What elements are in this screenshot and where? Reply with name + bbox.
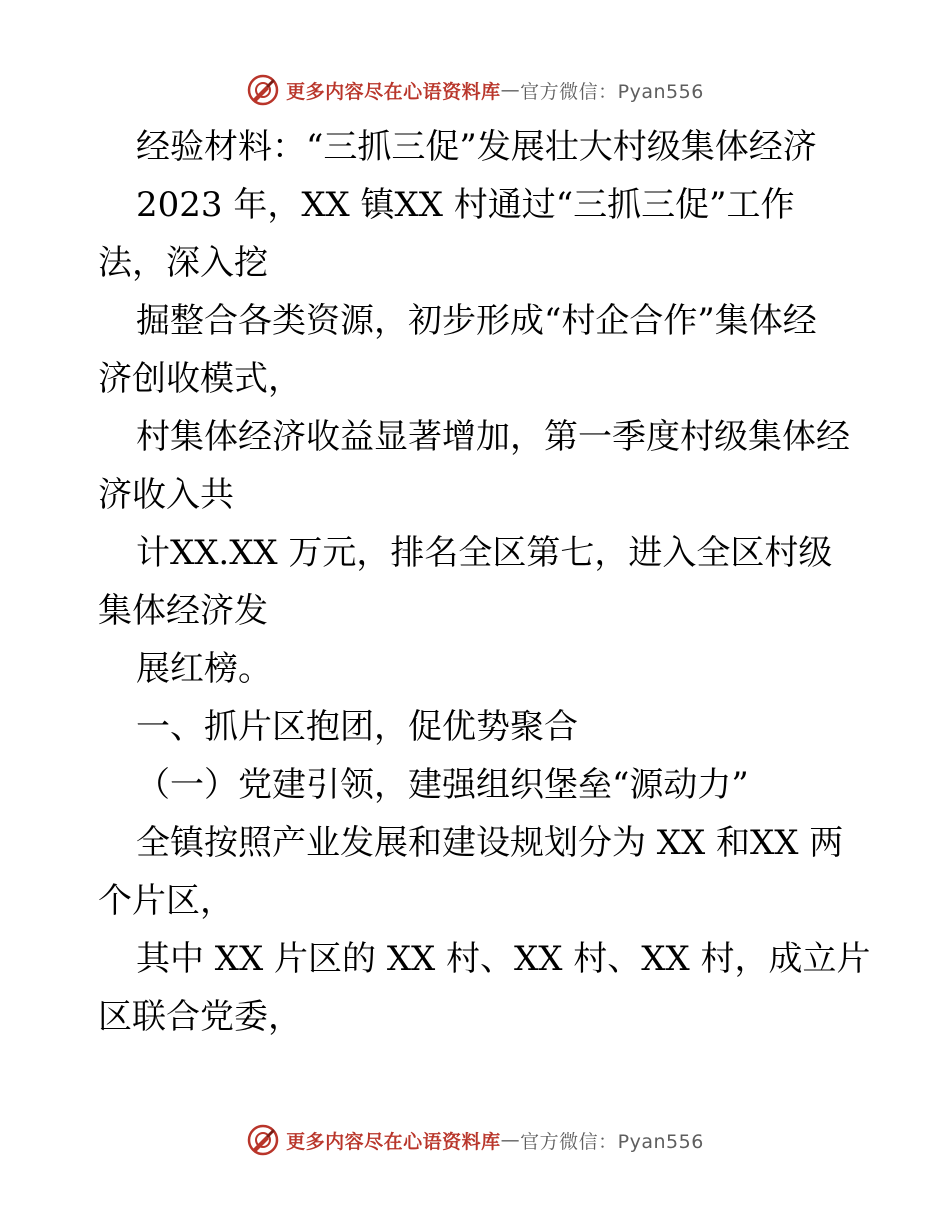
banner-separator: — (500, 1129, 521, 1151)
doc-line-5: 展红榜。 (136, 649, 272, 689)
doc-line-6: 一、抓片区抱团，促优势聚合 (136, 707, 578, 747)
banner-wechat-text: 官方微信：Pyan556 (520, 1130, 704, 1153)
doc-line-0: 经验材料：“三抓三促”发展壮大村级集体经济 (136, 127, 817, 167)
brand-logo-icon (246, 1123, 280, 1157)
banner-brand-text: 更多内容尽在心语资料库 (286, 1130, 501, 1153)
doc-line-9: 其中 XX 片区的 XX 村、XX 村、XX 村，成立片 区联合党委， (98, 939, 871, 1037)
brand-logo-icon (246, 73, 280, 107)
doc-line-3: 村集体经济收益显著增加，第一季度村级集体经 济收入共 (98, 417, 850, 515)
banner-wechat-text: 官方微信：Pyan556 (520, 80, 704, 103)
footer-watermark-banner (0, 1120, 950, 1160)
header-watermark-banner (0, 70, 950, 110)
doc-line-1: 2023 年，XX 镇XX 村通过“三抓三促”工作 法，深入挖 (98, 185, 795, 283)
doc-line-8: 全镇按照产业发展和建设规划分为 XX 和XX 两 个片区， (98, 823, 844, 921)
doc-line-4: 计XX.XX 万元，排名全区第七，进入全区村级 集体经济发 (98, 533, 833, 631)
doc-line-7: （一）党建引领，建强组织堡垒“源动力” (136, 765, 749, 805)
banner-brand-text: 更多内容尽在心语资料库 (286, 80, 501, 103)
doc-line-2: 掘整合各类资源，初步形成“村企合作”集体经 济创收模式， (98, 301, 817, 399)
document-body (98, 118, 871, 1046)
banner-separator: — (500, 79, 521, 101)
